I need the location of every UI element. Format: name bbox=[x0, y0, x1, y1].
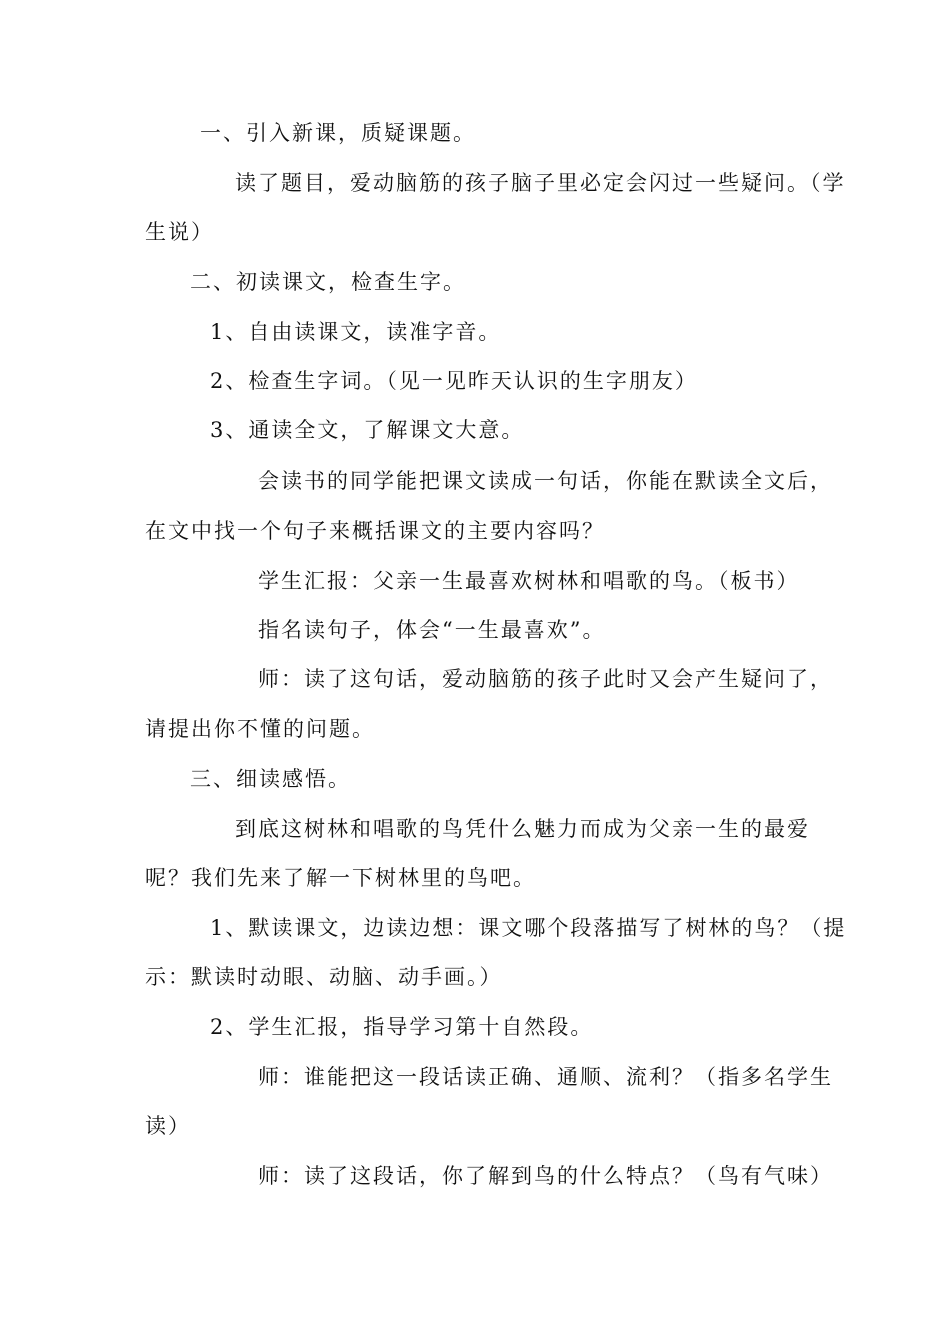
list-item: 2、学生汇报，指导学习第十自然段。 bbox=[210, 1015, 594, 1039]
paragraph-line: 生说） bbox=[145, 220, 214, 244]
paragraph-line: 师：读了这句话，爱动脑筋的孩子此时又会产生疑问了， bbox=[258, 667, 833, 691]
paragraph-line: 会读书的同学能把课文读成一句话，你能在默读全文后， bbox=[258, 469, 833, 493]
list-item: 2、检查生字词。（见一见昨天认识的生字朋友） bbox=[210, 369, 698, 393]
paragraph-line: 请提出你不懂的问题。 bbox=[145, 717, 375, 741]
paragraph-line: 读） bbox=[145, 1114, 191, 1138]
list-item: 1、自由读课文，读准字音。 bbox=[210, 320, 502, 344]
section-heading-2: 二、初读课文，检查生字。 bbox=[190, 270, 466, 294]
paragraph-line: 呢？我们先来了解一下树林里的鸟吧。 bbox=[145, 866, 536, 890]
section-heading-3: 三、细读感悟。 bbox=[190, 767, 351, 791]
paragraph-line: 师：谁能把这一段话读正确、通顺、流利？（指多名学生 bbox=[258, 1065, 833, 1089]
section-heading-1: 一、引入新课，质疑课题。 bbox=[200, 121, 476, 145]
paragraph-line: 指名读句子，体会“一生最喜欢”。 bbox=[258, 618, 606, 642]
list-item: 1、默读课文，边读边想：课文哪个段落描写了树林的鸟？（提 bbox=[210, 916, 847, 940]
paragraph-line: 示：默读时动眼、动脑、动手画。） bbox=[145, 965, 503, 989]
paragraph-line: 学生汇报：父亲一生最喜欢树林和唱歌的鸟。（板书） bbox=[258, 569, 800, 593]
list-item: 3、通读全文，了解课文大意。 bbox=[210, 418, 525, 442]
paragraph-line: 在文中找一个句子来概括课文的主要内容吗？ bbox=[145, 519, 605, 543]
paragraph-line: 师：读了这段话，你了解到鸟的什么特点？（鸟有气味） bbox=[258, 1164, 833, 1188]
paragraph-line: 到底这树林和唱歌的鸟凭什么魅力而成为父亲一生的最爱 bbox=[235, 817, 810, 841]
paragraph-line: 读了题目，爱动脑筋的孩子脑子里必定会闪过一些疑问。（学 bbox=[235, 171, 846, 195]
